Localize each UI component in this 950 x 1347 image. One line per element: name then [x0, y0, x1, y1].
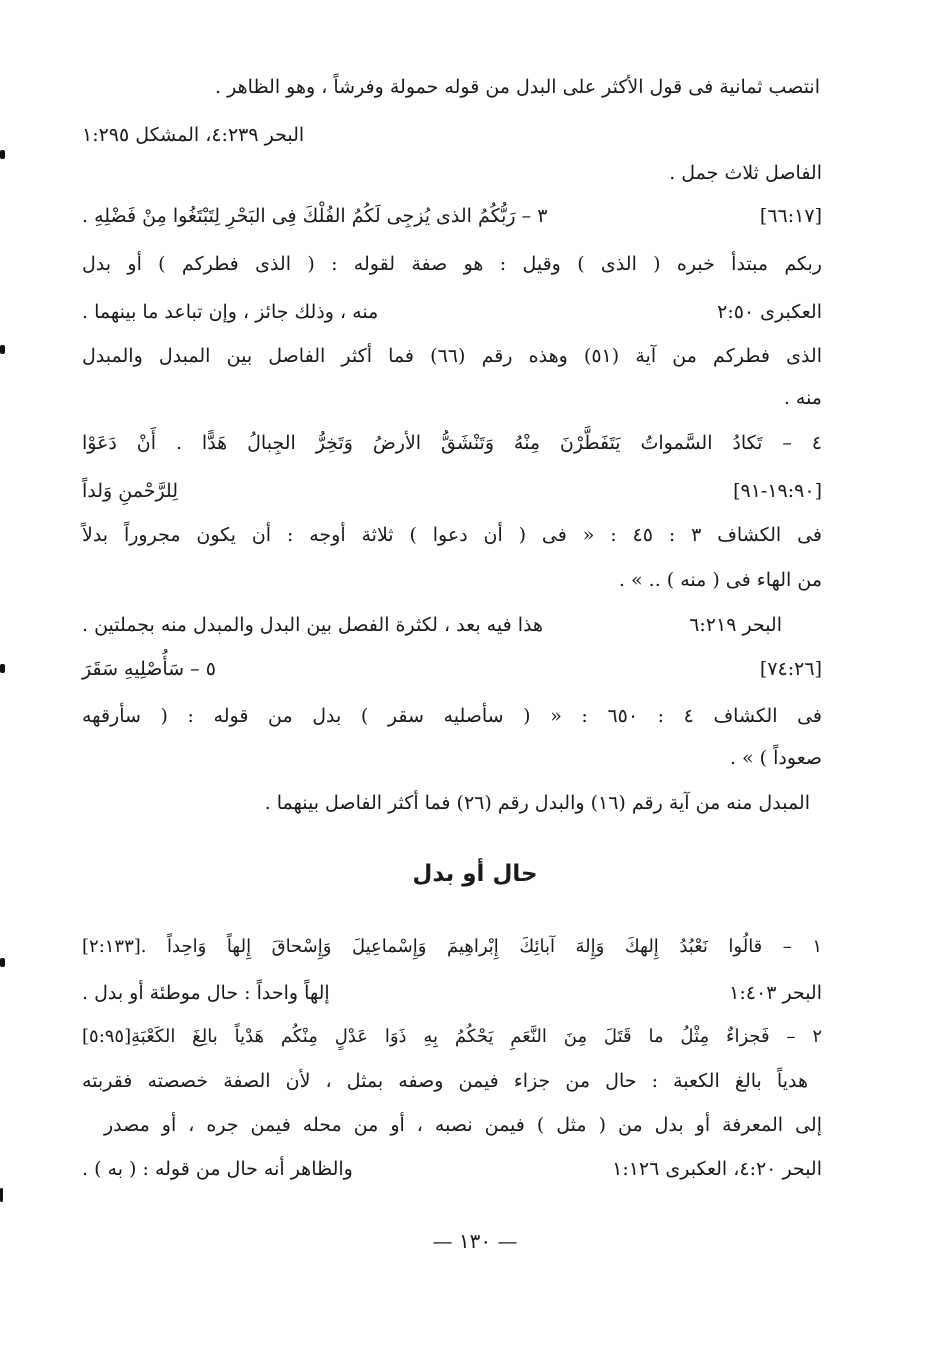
citation: البحر ٤:٢٠، العكبرى ١:١٢٦: [612, 1158, 822, 1180]
verse-line: ١ – قالُوا نَعْبُدُ إِلهكَ وَإِلهَ آبائِكَ إِبْراهِيمَ وَإِسْماعِيلَ وَإِسْحاقَ إِلهاً وَاحِداً .[٢:١٣٣]: [82, 936, 822, 957]
text-segment: منه ، وذلك جائز ، وإن تباعد ما بينهما .: [82, 301, 379, 323]
verse-line: [82, 474, 822, 508]
text-segment: هذا فيه بعد ، لكثرة الفصل بين البدل والمبدل منه بجملتين .: [82, 614, 543, 636]
scan-mark: [0, 1188, 3, 1202]
citation-line: [82, 1152, 822, 1186]
verse-reference: [٦٦:١٧]: [759, 205, 822, 227]
text-line: من الهاء فى ( منه ) .. » .: [618, 569, 822, 591]
citation: البحر ٦:٢١٩: [689, 614, 782, 636]
verse-line: [82, 199, 822, 233]
scan-mark: [0, 958, 5, 967]
verse-line: ٤ – تَكادُ السَّمواتُ يَتَفَطَّرْنَ مِنْهُ وَتَنْشَقُّ الأرضُ وَتَخِرُّ الجِبالُ هَدًّا . أَنْ دَعَوْا: [82, 432, 822, 454]
text-segment: إلهاً واحداً : حال موطئة أو بدل .: [82, 982, 330, 1004]
text-line: ربكم مبتدأ خبره ( الذى ) وقيل : هو صفة لقوله : ( الذى فطركم ) أو بدل: [82, 253, 822, 275]
citation-line: [82, 976, 822, 1010]
scan-mark: [0, 150, 5, 159]
verse-text: ٥ – سَأُصْلِيهِ سَقَرَ: [82, 658, 216, 680]
text-segment: والظاهر أنه حال من قوله : ( به ) .: [82, 1158, 353, 1180]
scan-mark: [0, 345, 5, 354]
text-line: الفاصل ثلاث جمل .: [669, 162, 822, 184]
scan-mark: [0, 664, 5, 673]
verse-line: [82, 652, 822, 686]
citation: العكبرى ٢:٥٠: [717, 301, 822, 323]
citation-line: [82, 608, 782, 642]
text-line: الذى فطركم من آية (٥١) وهذه رقم (٦٦) فما أكثر الفاصل بين المبدل والمبدل: [82, 345, 822, 367]
verse-text: لِلرَّحْمنِ وَلداً: [82, 480, 179, 502]
text-line: فى الكشاف ٤ : ٦٥٠ : « ( سأصليه سقر ) بدل من قوله : ( سأرقهه: [82, 705, 823, 727]
text-line: هدياً بالغ الكعبة : حال من جزاء فيمن وصفه بمثل ، لأن الصفة خصصته فقربته: [82, 1070, 808, 1092]
verse-reference: [١٩:٩٠-٩١]: [733, 480, 822, 502]
text-line: منه .: [783, 387, 822, 409]
text-line: إلى المعرفة أو بدل من ( مثل ) فيمن نصبه ، أو من محله فيمن جره ، أو مصدر: [104, 1114, 822, 1136]
citation: البحر ٤:٢٣٩، المشكل ١:٢٩٥: [82, 124, 305, 146]
text-line: انتصب ثمانية فى قول الأكثر على البدل من قوله حمولة وفرشاً ، وهو الظاهر .: [215, 76, 820, 98]
citation-line: [82, 295, 822, 329]
page-number: — ١٣٠ —: [432, 1229, 518, 1253]
section-heading: حال أو بدل: [412, 861, 538, 887]
text-line: صعوداً ) » .: [729, 747, 822, 769]
citation: البحر ١:٤٠٣: [729, 982, 822, 1004]
verse-text: ٣ – رَبُّكُمُ الذى يُزجِى لَكُمُ الفُلْكَ فِى البَحْرِ لِتَبْتَغُوا مِنْ فَضْلِهِ .: [82, 205, 548, 227]
verse-line: ٢ – فَجزاءٌ مِثْلُ ما قَتَلَ مِنَ النَّعَمِ يَحْكُمُ بِهِ ذَوَا عَدْلٍ مِنْكُم هَدْياً بالِغَ الكَعْبَةِ[٥:٩٥]: [82, 1026, 822, 1047]
verse-reference: [٧٤:٢٦]: [759, 658, 822, 680]
text-line: فى الكشاف ٣ : ٤٥ : « فى ( أن دعوا ) ثلاثة أوجه : أن يكون مجروراً بدلاً: [82, 524, 822, 546]
text-line: المبدل منه من آية رقم (١٦) والبدل رقم (٢٦) فما أكثر الفاصل بينهما .: [264, 792, 810, 814]
